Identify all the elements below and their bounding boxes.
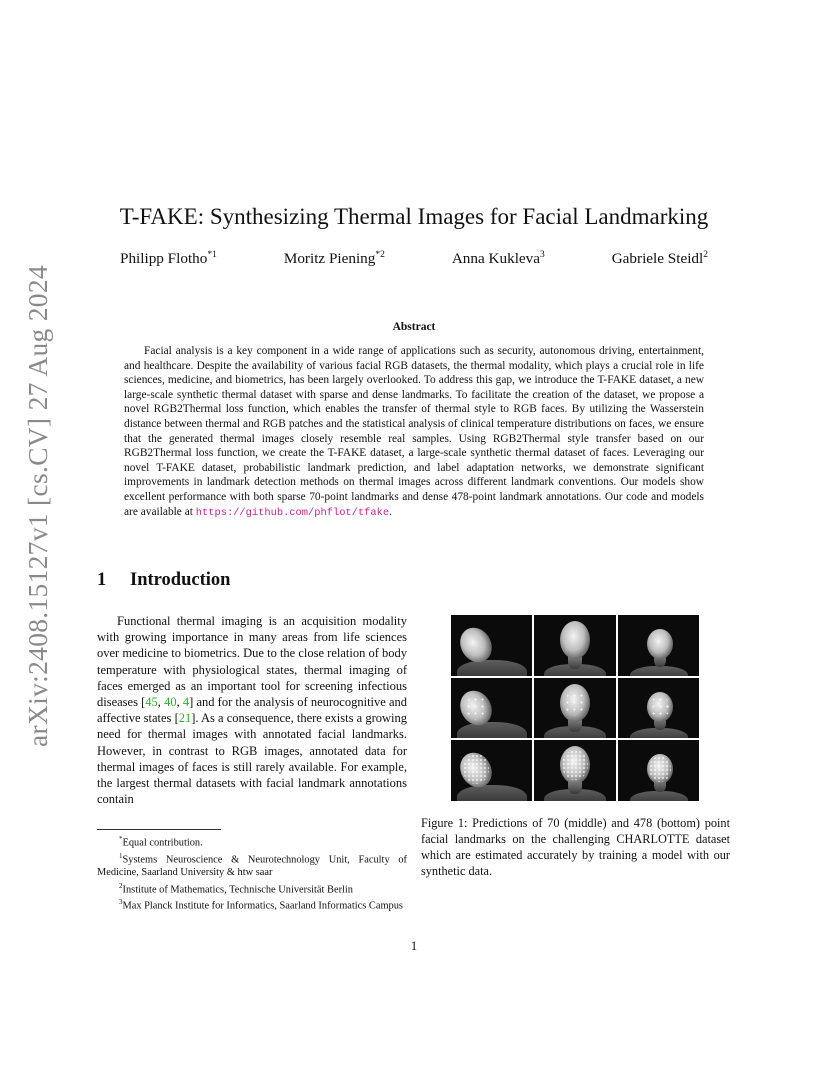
footnote-divider — [97, 829, 221, 830]
footnotes — [97, 833, 407, 913]
author-affiliation-mark: 2 — [703, 250, 708, 260]
author-affiliation-mark: *1 — [207, 250, 217, 260]
citation-separator: , — [176, 695, 183, 710]
thermal-face-image — [534, 615, 615, 676]
citation-link[interactable]: 4 — [182, 695, 190, 710]
thermal-face-image — [618, 615, 699, 676]
author — [284, 250, 385, 268]
intro-text: ] and for the analysis of neurocognitive and affective states [ — [97, 695, 408, 726]
footnote-affiliation-1 — [97, 850, 407, 880]
citation-link[interactable]: 21 — [178, 711, 192, 726]
arxiv-identifier-text: arXiv:2408.15127v1 [cs.CV] 27 Aug 2024 — [22, 265, 53, 747]
author-affiliation-mark: *2 — [375, 250, 385, 260]
code-repository-link[interactable]: https://github.com/phflot/tfake — [195, 506, 390, 519]
thermal-face-image — [451, 615, 532, 676]
author-affiliation-mark: 3 — [540, 250, 545, 260]
thermal-face-sparse-landmarks-image — [451, 678, 532, 739]
abstract-body — [124, 344, 704, 520]
abstract-end: . — [389, 505, 392, 518]
footnote-equal-contribution — [97, 833, 407, 850]
abstract-heading: Abstract — [392, 321, 436, 333]
footnote-mark: * — [119, 835, 123, 843]
page-number: 1 — [410, 939, 418, 953]
thermal-face-dense-landmarks-image — [618, 740, 699, 801]
thermal-face-sparse-landmarks-image — [534, 678, 615, 739]
section-title: Introduction — [130, 570, 231, 590]
author-name: Philipp Flotho — [120, 250, 208, 268]
intro-text: Functional thermal imaging is an acquisition modality with growing importance in many areas from life sciences over medicine to biometrics. Due to the close relation of body temperature with physiological states, thermal imaging of faces emerged as an important tool for screening infectious diseases [ — [97, 614, 407, 710]
author-name: Moritz Piening — [283, 250, 376, 268]
section-number: 1 — [97, 570, 107, 590]
footnote-affiliation-3 — [97, 896, 407, 913]
footnote-text: Systems Neuroscience & Neurotechnology Unit, Faculty of Medicine, Saarland University & htw saar — [97, 854, 407, 879]
footnote-affiliation-2 — [97, 880, 407, 897]
author — [452, 250, 545, 268]
author-name: Gabriele Steidl — [611, 250, 704, 268]
citation-link[interactable]: 45 — [145, 695, 158, 710]
thermal-face-dense-landmarks-image — [534, 740, 615, 801]
author — [612, 250, 708, 268]
footnote-mark: 3 — [119, 898, 123, 907]
footnote-text: Institute of Mathematics, Technische Universität Berlin — [122, 884, 354, 896]
author-list — [120, 250, 708, 268]
footnote-text: Equal contribution. — [122, 837, 203, 849]
introduction-paragraph — [97, 613, 407, 807]
author — [120, 250, 217, 268]
section-heading-introduction — [97, 570, 230, 591]
figure-caption: Figure 1: Predictions of 70 (middle) and 478 (bottom) point facial landmarks on the challenging CHARLOTTE dataset which are estimated accurately by training a model with our synthetic data. — [421, 816, 730, 878]
intro-text: ]. As a consequence, there exists a growing need for thermal images with annotated facial landmarks. However, in contrast to RGB images, annotated data for thermal images of faces is still rarely available. For example, the largest thermal datasets with facial landmark annotations contain — [97, 711, 407, 807]
thermal-face-dense-landmarks-image — [451, 740, 532, 801]
abstract-text: Facial analysis is a key component in a wide range of applications such as security, autonomous driving, entertainment, and healthcare. Despite the availability of various facial RGB datasets, the thermal modality, which plays a crucial role in life sciences, medicine, and biometrics, has been largely overlooked. To address this gap, we introduce the T-FAKE dataset, a new large-scale synthetic thermal dataset with sparse and dense landmarks. To facilitate the creation of the dataset, we propose a novel RGB2Thermal loss function, which enables the transfer of thermal style to RGB faces. By utilizing the Wasserstein distance between thermal and RGB patches and the statistical analysis of clinical temperature distributions on faces, we ensure that the generated thermal images closely resemble real samples. Using RGB2Thermal style transfer based on our RGB2Thermal loss function, we create the T-FAKE dataset, a large-scale synthetic thermal dataset of faces. Leveraging our novel T-FAKE dataset, probabilistic landmark prediction, and label adaptation networks, we demonstrate significant improvements in landmark detection methods on thermal images across different landmark conventions. Our models show excellent performance with both sparse 70-point landmarks and dense 478-point landmark annotations. Our code and models are available at — [124, 345, 704, 518]
author-name: Anna Kukleva — [451, 250, 540, 268]
citation-separator: , — [157, 695, 165, 710]
arxiv-identifier — [18, 265, 58, 747]
footnote-mark: 2 — [119, 881, 123, 890]
footnote-mark: 1 — [119, 851, 123, 860]
paper-title: T-FAKE: Synthesizing Thermal Images for Facial Landmarking — [119, 204, 709, 229]
thermal-face-sparse-landmarks-image — [618, 678, 699, 739]
citation-link[interactable]: 40 — [164, 695, 177, 710]
figure-thermal-face-grid — [451, 615, 699, 801]
footnote-text: Max Planck Institute for Informatics, Saarland Informatics Campus — [122, 900, 403, 912]
